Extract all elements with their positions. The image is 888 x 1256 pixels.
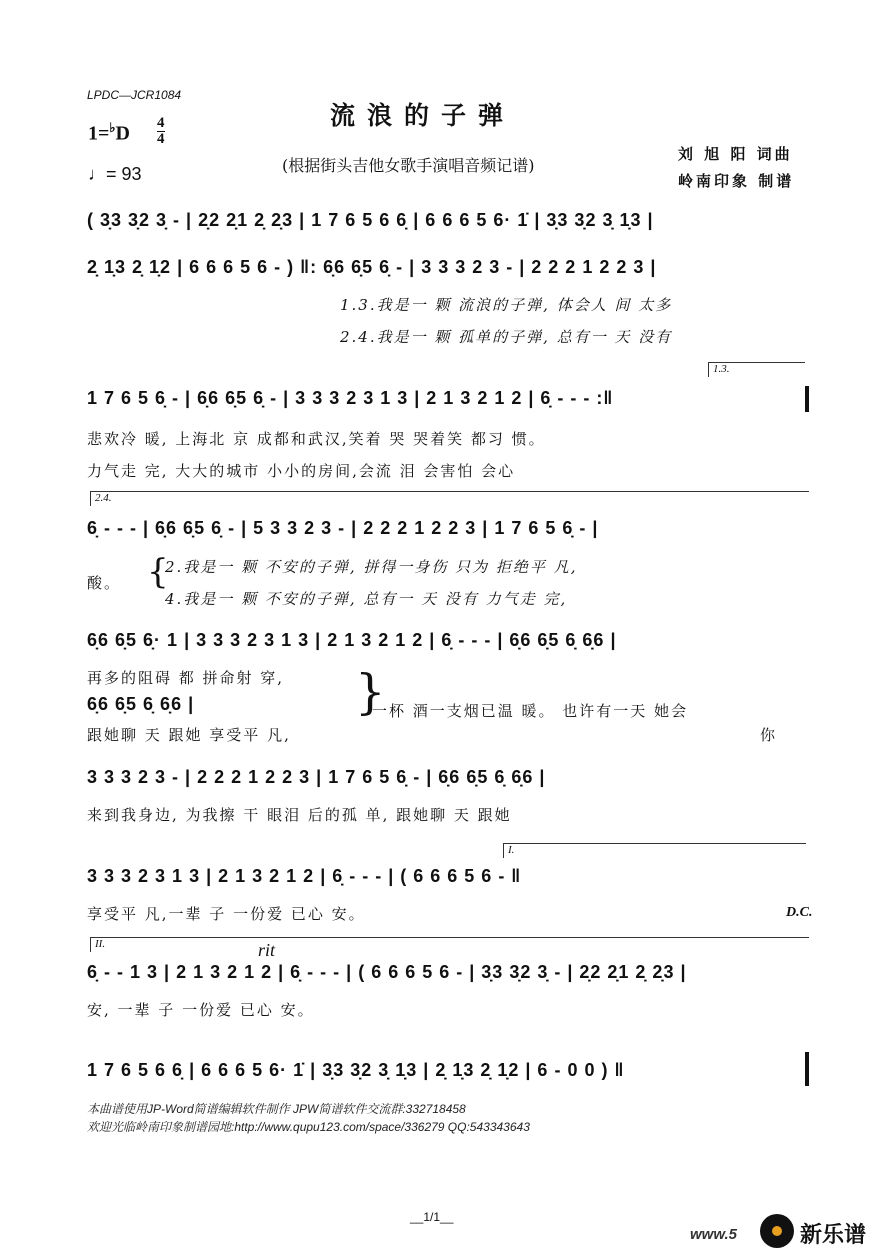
volta-ending-1: I. xyxy=(503,843,806,858)
vinyl-record-icon xyxy=(760,1214,794,1248)
volta-ending-24: 2.4. xyxy=(90,491,809,506)
page-number: __1/1__ xyxy=(410,1210,454,1224)
lyric-row-5-shared-alt: 你 xyxy=(760,726,778,744)
lyric-row-6: 来到我身边, 为我擦 干 眼泪 后的孤 单, 跟她聊 天 跟她 xyxy=(87,806,512,824)
lyric-row-4-start: 酸。 xyxy=(87,574,122,592)
watermark-brand: 新乐谱 xyxy=(800,1223,867,1248)
meter-top: 4 xyxy=(157,115,165,131)
lyric-verse-24-line-1: 2.4.我是一 颗 孤单的子弹, 总有一 天 没有 xyxy=(340,328,673,346)
song-title: 流浪的子弹 xyxy=(330,101,516,130)
footer-website-note: 欢迎光临岭南印象制谱园地:http://www.qupu123.com/space/336279 QQ:543343643 xyxy=(87,1120,530,1134)
staff-row-9: 1 7 6 5 6 6̣ | 6 6 6 5 6· 1̇ | 3̣3 3̣2 3̣ 1̣3 | 2̣ 1̣3 2̣ 1̣2 | 6 - 0 0 ) ‖ xyxy=(87,1060,625,1080)
footer-software-note: 本曲谱使用JP-Word简谱编辑软件制作 JPW简谱软件交流群:332718458 xyxy=(87,1102,466,1116)
lyric-verse-4-line-3: 4.我是一 颗 不安的子弹, 总有一 天 没有 力气走 完, xyxy=(165,590,568,608)
subtitle: (根据街头吉他女歌手演唱音频记谱) xyxy=(282,156,535,175)
lyric-verse-13-line-1: 1.3.我是一 颗 流浪的子弹, 体会人 间 太多 xyxy=(340,296,673,314)
lyric-row-8: 安, 一辈 子 一份爱 已心 安。 xyxy=(87,1001,315,1019)
score-code: LPDC—JCR1084 xyxy=(87,88,182,102)
lyric-verse-2-line-3: 2.我是一 颗 不安的子弹, 拼得一身伤 只为 拒绝平 凡, xyxy=(165,558,578,576)
staff-row-8: 6̣ - - 1 3 | 2 1 3 2 1 2 | 6̣ - - - | ( 6 6 6 5 6 - | 3̣3 3̣2 3̣ - | 2̣2 2̣1 2̣ 2̣3 | xyxy=(87,962,687,982)
staff-row-5-alt: 6̣6 6̣5 6̣ 6̣6 | xyxy=(87,694,195,714)
tempo-marking xyxy=(88,164,142,185)
da-capo-mark: D.C. xyxy=(786,905,813,920)
watermark-url: www.5 xyxy=(690,1226,737,1243)
key-prefix: 1= xyxy=(88,122,110,145)
time-signature xyxy=(157,116,165,147)
lyric-row-5-alt: 跟她聊 天 跟她 享受平 凡, xyxy=(87,726,291,744)
flat-sign: ♭ xyxy=(109,120,116,135)
brace-icon-2: } xyxy=(355,664,386,720)
staff-row-4: 6̣ - - - | 6̣6 6̣5 6̣ - | 5 3 3 2 3 - | 2 2 2 1 2 2 3 | 1 7 6 5 6̣ - | xyxy=(87,518,599,538)
staff-row-1: ( 3̣3 3̣2 3̣ - | 2̣2 2̣1 2̣ 2̣3 | 1 7 6 5 6 6̣ | 6 6 6 5 6· 1̇ | 3̣3 3̣2 3̣ 1̣3 | xyxy=(87,210,654,230)
credit-transcriber: 岭南印象 制谱 xyxy=(678,172,795,190)
volta-ending-13: 1.3. xyxy=(708,362,805,377)
lyric-verse-13-line-2: 悲欢冷 暖, 上海北 京 成都和武汉,笑着 哭 哭着笑 都习 惯。 xyxy=(87,430,546,448)
ritardando-mark: rit xyxy=(258,940,276,960)
brace-icon: { xyxy=(147,552,169,592)
final-bar xyxy=(805,1052,809,1086)
repeat-end-bar xyxy=(805,386,809,412)
staff-row-7: 3 3 3 2 3 1 3 | 2 1 3 2 1 2 | 6̣ - - - | ( 6 6 6 5 6 - ‖ xyxy=(87,866,522,886)
key-signature xyxy=(88,120,130,146)
volta-ending-2: II. xyxy=(90,937,809,952)
staff-row-3: 1 7 6 5 6̣ - | 6̣6 6̣5 6̣ - | 3 3 3 2 3 1 3 | 2 1 3 2 1 2 | 6̣ - - - :‖ xyxy=(87,388,614,408)
key-note: D xyxy=(115,122,130,145)
meter-bottom: 4 xyxy=(157,131,165,147)
staff-row-5: 6̣6 6̣5 6̣· 1 | 3 3 3 2 3 1 3 | 2 1 3 2 1 2 | 6̣ - - - | 6̣6 6̣5 6̣ 6̣6 | xyxy=(87,630,617,650)
lyric-verse-24-line-2: 力气走 完, 大大的城市 小小的房间,会流 泪 会害怕 会心 xyxy=(87,462,516,480)
staff-row-2: 2̣ 1̣3 2̣ 1̣2 | 6 6 6 5 6 - ) ‖: 6̣6 6̣5 6̣ - | 3 3 3 2 3 - | 2 2 2 1 2 2 3 | xyxy=(87,257,657,277)
quarter-note-icon: ♩ xyxy=(88,164,106,184)
tempo-value: = 93 xyxy=(106,164,142,184)
credit-composer: 刘 旭 阳 词曲 xyxy=(678,145,793,163)
staff-row-6: 3 3 3 2 3 - | 2 2 2 1 2 2 3 | 1 7 6 5 6̣ - | 6̣6 6̣5 6̣ 6̣6 | xyxy=(87,767,546,787)
lyric-row-5-shared: 一杯 酒一支烟已温 暖。 也许有一天 她会 xyxy=(372,702,689,720)
lyric-row-7: 享受平 凡,一辈 子 一份爱 已心 安。 xyxy=(87,905,366,923)
lyric-row-5: 再多的阻碍 都 拼命射 穿, xyxy=(87,669,285,687)
